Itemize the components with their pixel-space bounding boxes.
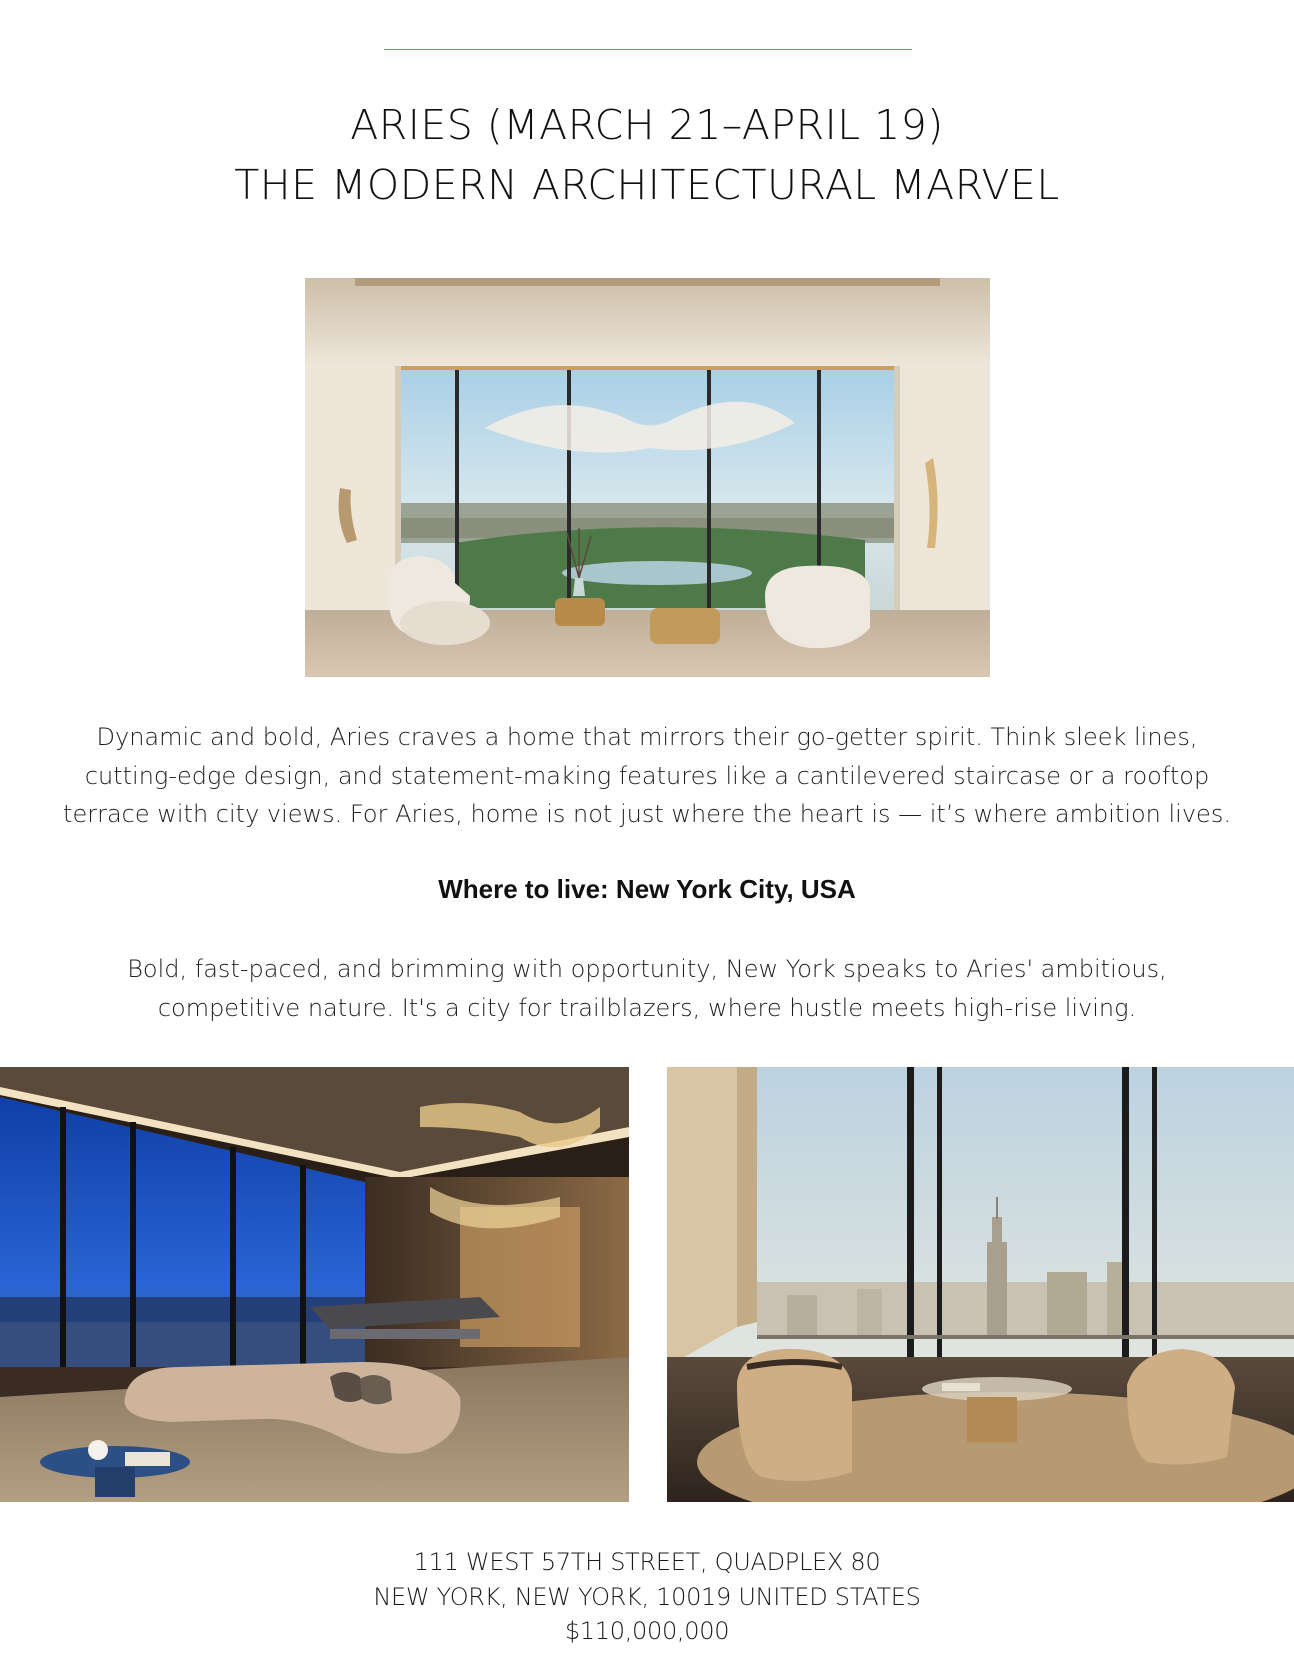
intro-line: Dynamic and bold, Aries craves a home that mirrors their go-getter spirit. Think sleek lines, bbox=[96, 723, 1198, 751]
intro-line: cutting-edge design, and statement-making features like a cantilevered staircase or a rooftop bbox=[84, 761, 1210, 790]
skyline-terrace-photo bbox=[667, 1067, 1294, 1502]
address-street: 111 WEST 57TH STREET, QUADPLEX 80 bbox=[413, 1548, 881, 1576]
living-room-park-view-photo bbox=[305, 278, 990, 677]
title-line-theme: THE MODERN ARCHITECTURAL MARVEL bbox=[234, 161, 1060, 209]
title-line-sign: ARIES (MARCH 21–APRIL 19) bbox=[350, 101, 944, 149]
twilight-lounge-photo bbox=[0, 1067, 629, 1502]
page-title bbox=[0, 95, 1294, 215]
intro-paragraph bbox=[40, 718, 1254, 834]
listing-price: $110,000,000 bbox=[564, 1617, 730, 1645]
top-divider bbox=[384, 49, 912, 50]
city-description-line: competitive nature. It's a city for trailblazers, where hustle meets high-rise living. bbox=[157, 993, 1137, 1022]
address-city: NEW YORK, NEW YORK, 10019 UNITED STATES bbox=[373, 1582, 921, 1611]
where-to-live-heading: Where to live: New York City, USA bbox=[438, 874, 856, 904]
intro-line: terrace with city views. For Aries, home is not just where the heart is — it’s where ambition lives. bbox=[63, 800, 1231, 828]
city-description-paragraph bbox=[40, 950, 1254, 1027]
listing-address bbox=[0, 1545, 1294, 1649]
city-description-line: Bold, fast-paced, and brimming with opportunity, New York speaks to Aries' ambitious, bbox=[127, 955, 1167, 983]
